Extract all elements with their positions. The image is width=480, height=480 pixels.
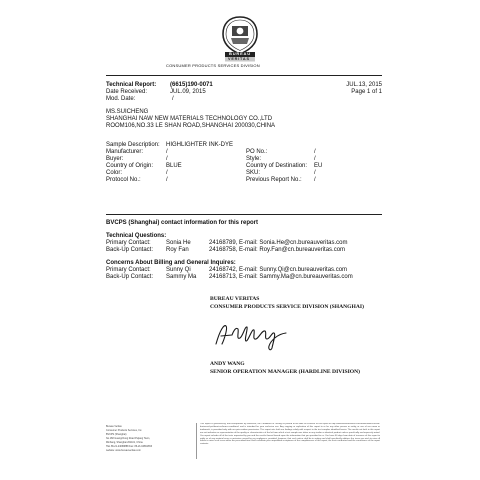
sample-right-fields	[246, 149, 386, 185]
footer-address-line: TEL 86-21-24068888 Fax: 86-21-64891653	[106, 445, 153, 448]
field-label: Previous Report No.:	[246, 177, 302, 183]
footer-address-line: No.168 Guangzhong Road Pujiang Town,	[106, 437, 150, 440]
field-label: Country of Destination:	[246, 163, 308, 169]
mod-date-label: Mod. Date:	[106, 96, 136, 102]
footer-address-line: Bureau Veritas	[106, 425, 122, 428]
signature-mark	[212, 318, 292, 352]
field-value: BLUE	[166, 163, 182, 169]
field-label: Country of Origin:	[106, 163, 154, 169]
field-label: Style:	[246, 156, 262, 162]
logo-veritas-text: VERITAS	[228, 57, 250, 61]
logo-year: 1828	[235, 45, 241, 48]
footer-address-line: BVCPS (Shanghai)	[106, 433, 127, 436]
contact-details: 24168742, E-mail: Sunny.Qi@cn.bureauveritas.com	[209, 267, 348, 273]
field-value: /	[314, 177, 316, 183]
contact-details: 24168789, E-mail: Sonia.He@cn.bureauveritas.com	[209, 240, 348, 246]
contact-name: Sunny Qi	[166, 267, 191, 273]
client-company: SHANGHAI NAW NEW MATERIALS TECHNOLOGY CO.,LTD	[106, 116, 273, 122]
field-label: Manufacturer:	[106, 149, 144, 155]
header-rule	[106, 75, 382, 76]
signature-org-division: CONSUMER PRODUCTS SERVICE DIVISION (SHANGHAI)	[210, 304, 364, 310]
contact-name: Sammy Ma	[166, 274, 197, 280]
client-address: ROOM106,NO.33 LE SHAN ROAD,SHANGHAI 200030,CHINA	[106, 123, 276, 129]
contacts-title: BVCPS (Shanghai) contact information for this report	[106, 220, 259, 226]
field-value: /	[314, 149, 316, 155]
footer-address-line: Minhang, Shanghai 201101, China	[106, 441, 143, 444]
sample-description-label: Sample Description:	[106, 142, 160, 148]
field-label: PO No.:	[246, 149, 268, 155]
date-received-label: Date Received:	[106, 89, 148, 95]
field-value: /	[314, 156, 316, 162]
field-label: Protocol No.:	[106, 177, 141, 183]
contact-role: Back-Up Contact:	[106, 274, 154, 280]
contact-name: Roy Fan	[166, 247, 189, 253]
field-value: /	[166, 177, 168, 183]
section-rule	[106, 214, 382, 215]
signatory-name: ANDY WANG	[210, 361, 245, 367]
contact-role: Back-Up Contact:	[106, 247, 154, 253]
division-title: CONSUMER PRODUCTS SERVICES DIVISION	[166, 63, 260, 68]
footer-address-line: Consumer Products Services, Inc.	[106, 429, 143, 432]
logo-bureau-text: BUREAU	[229, 51, 251, 57]
technical-questions-heading: Technical Questions:	[106, 233, 167, 239]
footer-disclaimer	[196, 423, 380, 459]
field-label: Buyer:	[106, 156, 124, 162]
footer-address	[106, 425, 186, 459]
billing-heading: Concerns About Billing and General Inquires:	[106, 260, 236, 266]
field-label: Color:	[106, 170, 123, 176]
report-date: JUL.13, 2015	[346, 82, 382, 88]
field-label: SKU:	[246, 170, 261, 176]
contact-details: 24168713, E-mail: Sammy.Ma@cn.bureauveritas.com	[209, 274, 353, 280]
signature-text	[212, 318, 217, 319]
field-value: /	[166, 156, 168, 162]
technical-report-label: Technical Report:	[106, 82, 157, 88]
contact-name: Sonia He	[166, 240, 191, 246]
field-value: /	[314, 170, 316, 176]
technical-report-value: (6615)190-0071	[170, 82, 213, 88]
mod-date-value: /	[172, 96, 174, 102]
date-received-value: JUL.09, 2015	[170, 89, 206, 95]
page-number: Page 1 of 1	[351, 89, 382, 95]
field-value: /	[166, 149, 168, 155]
footer-address-line: website: www.bureauveritas.com	[106, 449, 141, 452]
client-name: MS.SUICHENG	[106, 109, 149, 115]
footer-disclaimer-text: This report is governed by, and incorporates by reference, the Conditions of Testing as posted at the date of issuance of this report at http://www.bureauveritas.com/home/about-us/our-business/cps/about-us/terms-conditions/ and is intended for your exclusive use. Any copying or replication of this report to or for any other person or entity, or use of our name or trademark, is permitted only with our prior written permission. This report sets forth our findings solely with respect to the test samples identified herein. The results set forth in this report are not indicative or representative of the quality or characteristics of the lot from which a test sample was taken or any similar or identical product unless specifically and expressly noted. Our report includes all of the tests requested by you and the results thereof based upon the information that you provided to us. You have 60 days from date of issuance of this report to notify us of any material error or omission caused by our negligence, provided, however, that such notice shall be in writing and shall specifically address the issue you wish to raise. A failure to raise such issue within the prescribed time shall constitute your unqualified acceptance of the completeness of this report, the tests conducted and the correctness of the report contents.	[200, 423, 380, 446]
contact-details: 24168758, E-mail: Roy.Fan@cn.bureauveritas.com	[209, 247, 346, 253]
handwritten-signature	[212, 318, 292, 352]
signature-org-name: BUREAU VERITAS	[210, 296, 260, 302]
contact-role: Primary Contact:	[106, 240, 151, 246]
bureau-veritas-logo	[220, 16, 260, 62]
signatory-title: SENIOR OPERATION MANAGER (HARDLINE DIVISION)	[210, 369, 361, 375]
field-value: EU	[314, 163, 323, 169]
field-value: /	[166, 170, 168, 176]
contact-role: Primary Contact:	[106, 267, 151, 273]
sample-description-value: HIGHLIGHTER INK-DYE	[166, 142, 234, 148]
